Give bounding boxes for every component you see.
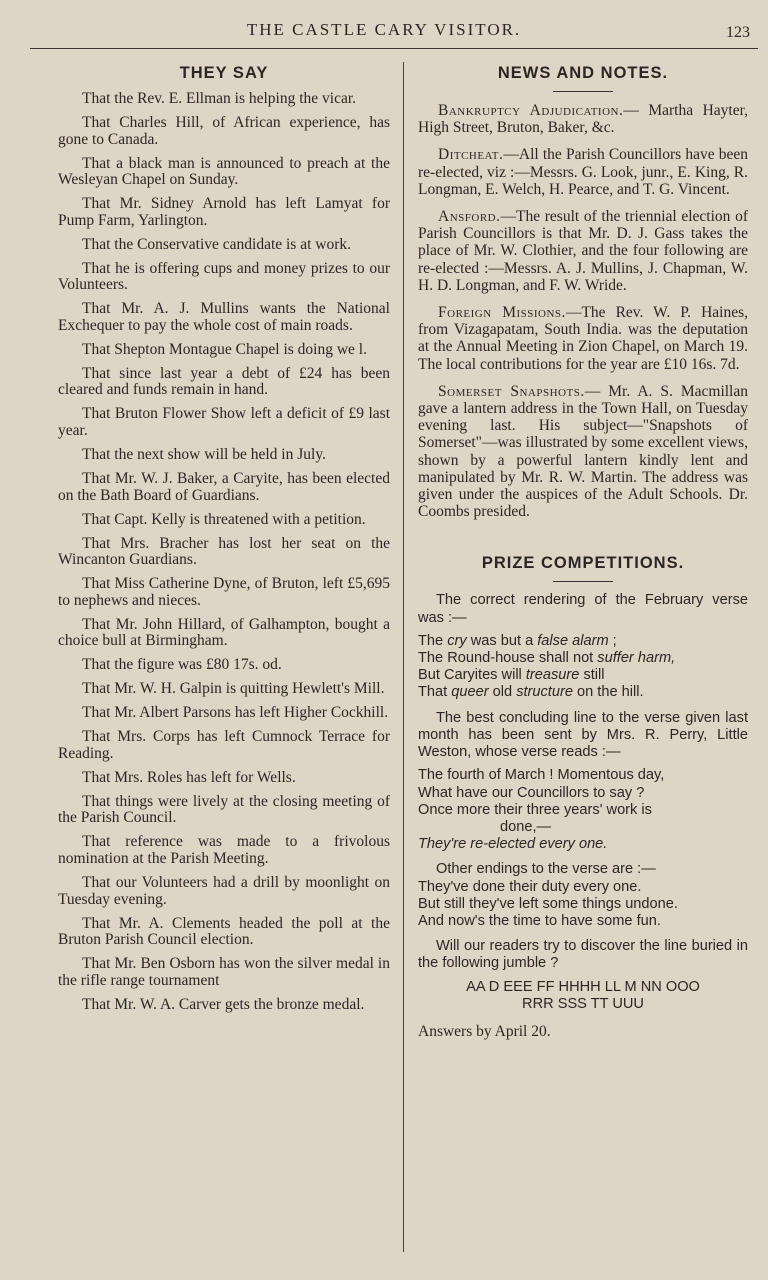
prize-heading-rule xyxy=(553,581,613,582)
they-say-heading: THEY SAY xyxy=(179,64,269,82)
news-item-label: Ditcheat. xyxy=(438,146,504,164)
news-item-label: Foreign Missions. xyxy=(438,304,566,322)
verse-italic: suffer harm, xyxy=(597,650,676,667)
best-line-paragraph: The best concluding line to the verse given last month has been sent by Mrs. R. Perry, Little Weston, whose verse reads :— xyxy=(418,709,748,761)
verse-line: What have our Councillors to say ? xyxy=(418,784,645,801)
prize-intro: The correct rendering of the February verse was :— xyxy=(418,592,748,626)
news-item-foreign-missions xyxy=(418,304,748,373)
list-item: That things were lively at the closing meeting of the Parish Council. xyxy=(58,792,390,827)
february-verse xyxy=(418,633,748,702)
list-item: That Mr. Ben Osborn has won the silver medal in the rifle range tournament xyxy=(58,955,390,989)
news-item-ditcheat xyxy=(418,146,748,198)
page-header: THE CASTLE CARY VISITOR. xyxy=(246,20,522,39)
list-item: That the Rev. E. Ellman is helping the vicar. xyxy=(82,90,357,107)
list-item: That Mr. Sidney Arnold has left Lamyat for Pump Farm, Yarlington. xyxy=(58,195,390,229)
list-item: That the next show will be held in July. xyxy=(82,446,326,463)
column-divider xyxy=(403,62,404,1252)
verse-line: Once more their three years' work is xyxy=(418,801,652,818)
list-item: And now's the time to have some fun. xyxy=(418,912,661,929)
list-item: That Mrs. Corps has left Cumnock Terrace for Reading. xyxy=(58,728,390,762)
jumble-question: Will our readers try to discover the line buried in the following jumble ? xyxy=(418,938,748,972)
verse-line: done,— xyxy=(500,818,552,835)
they-say-list xyxy=(58,91,390,1013)
news-item-text: —The Rev. W. P. Haines, from Vizagapatam, South India. was the deputation at the Annual Meeting in Zion Chapel, on March 19. The local contributions for the year are £10 16s. 7d. xyxy=(418,304,748,373)
verse-text: on the hill. xyxy=(572,684,644,701)
letter-jumble xyxy=(418,979,748,1014)
news-item-label: Bankruptcy Adjudication. xyxy=(438,102,624,119)
list-item: That Shepton Montague Chapel is doing we l. xyxy=(82,340,367,358)
list-item: That Mrs. Bracher has lost her seat on the Wincanton Guardians. xyxy=(58,534,390,569)
list-item: That Mr. W. J. Baker, a Caryite, has been elected on the Bath Board of Guardians. xyxy=(58,469,390,504)
news-column xyxy=(418,64,748,1057)
list-item: That Bruton Flower Show left a deficit of £9 last year. xyxy=(58,405,390,440)
jumble-line: RRR SSS TT UUU xyxy=(522,995,644,1012)
news-item-ansford xyxy=(418,208,748,294)
list-item: That since last year a debt of £24 has been cleared and funds remain in hand. xyxy=(58,364,390,399)
list-item: That reference was made to a frivolous nomination at the Parish Meeting. xyxy=(58,833,390,867)
verse-text: But Caryites will xyxy=(418,667,526,684)
verse-line xyxy=(418,633,748,650)
list-item: That Mr. W. H. Galpin is quitting Hewlett's Mill. xyxy=(82,680,385,698)
verse-text: ; xyxy=(608,632,617,649)
header-rule xyxy=(30,48,758,49)
verse-line: The fourth of March ! Momentous day, xyxy=(418,767,665,784)
prize-heading: PRIZE COMPETITIONS. xyxy=(481,554,685,573)
list-item: That Mr. A. Clements headed the poll at the Bruton Parish Council election. xyxy=(58,914,390,949)
news-item-bankruptcy xyxy=(418,102,748,136)
verse-italic: They're re-elected every one. xyxy=(418,836,608,853)
list-item: That the Conservative candidate is at work. xyxy=(82,235,352,253)
winning-verse xyxy=(418,767,748,853)
other-endings-intro: Other endings to the verse are :— xyxy=(436,861,656,878)
list-item: That he is offering cups and money prizes to our Volunteers. xyxy=(58,259,390,294)
list-item: That Capt. Kelly is threatened with a petition. xyxy=(82,510,366,528)
news-heading: NEWS AND NOTES. xyxy=(497,64,669,82)
list-item: That our Volunteers had a drill by moonlight on Tuesday evening. xyxy=(58,873,390,908)
list-item: That the figure was £80 17s. od. xyxy=(82,656,282,674)
verse-text: still xyxy=(579,667,605,684)
verse-text: The Round-house shall not xyxy=(418,650,598,667)
verse-italic: cry xyxy=(447,632,467,649)
verse-italic: queer xyxy=(451,684,489,701)
verse-text: That xyxy=(418,684,452,701)
list-item: That Mr. W. A. Carver gets the bronze medal. xyxy=(82,995,365,1013)
news-item-somerset-snapshots xyxy=(418,383,748,521)
news-item-label: Somerset Snapshots. xyxy=(438,382,585,400)
list-item: They've done their duty every one. xyxy=(418,878,642,895)
list-item: But still they've left some things undone. xyxy=(418,895,678,912)
list-item: That Miss Catherine Dyne, of Bruton, left £5,695 to nephews and nieces. xyxy=(58,575,390,609)
verse-italic: treasure xyxy=(525,667,580,684)
jumble-line: AA D EEE FF HHHH LL M NN OOO xyxy=(466,978,700,995)
page-number: 123 xyxy=(726,24,750,41)
news-item-text: —All the Parish Councillors have been re-elected, viz :—Messrs. G. Look, junr., E. King, R. Longman, E. Welch, H. Pearce, and T. G. Vincent. xyxy=(418,146,748,198)
news-item-text: —The result of the triennial election of Parish Councillors is that Mr. D. J. Gass takes the place of Mr. W. Clothier, and the four following are re-elected :—Messrs. A. J. Mullins, J. Chapman, W. H. D. Longman, and F. W. Wride. xyxy=(418,208,748,294)
list-item: That Mrs. Roles has left for Wells. xyxy=(82,768,296,786)
list-item: That Mr. Albert Parsons has left Higher Cockhill. xyxy=(82,704,389,722)
they-say-column xyxy=(58,64,390,1021)
answers-deadline: Answers by April 20. xyxy=(418,1023,551,1041)
list-item: That a black man is announced to preach at the Wesleyan Chapel on Sunday. xyxy=(58,154,390,189)
verse-text: old xyxy=(488,684,517,701)
verse-line xyxy=(418,836,748,853)
list-item: That Charles Hill, of African experience, has gone to Canada. xyxy=(58,113,390,148)
news-item-label: Ansford. xyxy=(438,208,501,226)
verse-line xyxy=(418,684,748,701)
verse-text: was but a xyxy=(466,632,538,649)
verse-text: The xyxy=(418,632,448,649)
list-item: That Mr. John Hillard, of Galhampton, bought a choice bull at Birmingham. xyxy=(58,615,390,650)
verse-line xyxy=(418,667,748,684)
news-item-text: — Martha Hayter, High Street, Bruton, Baker, &c. xyxy=(418,102,749,137)
verse-line xyxy=(418,650,748,667)
list-item: That Mr. A. J. Mullins wants the National Exchequer to pay the whole cost of main roads. xyxy=(58,300,390,334)
verse-italic: false alarm xyxy=(537,632,609,649)
other-endings xyxy=(418,879,748,931)
news-heading-rule xyxy=(553,91,613,92)
news-item-text: — Mr. A. S. Macmillan gave a lantern address in the Town Hall, on Tuesday evening last. His subject—"Snapshots of Somerset"—was illustrated by some excellent views, shown by a powerful lantern kindly lent and manipulated by Mr. R. W. Martin. The address was given under the auspices of the Adult Schools. Dr. Coombs presided. xyxy=(418,382,748,521)
verse-italic: structure xyxy=(516,684,573,701)
